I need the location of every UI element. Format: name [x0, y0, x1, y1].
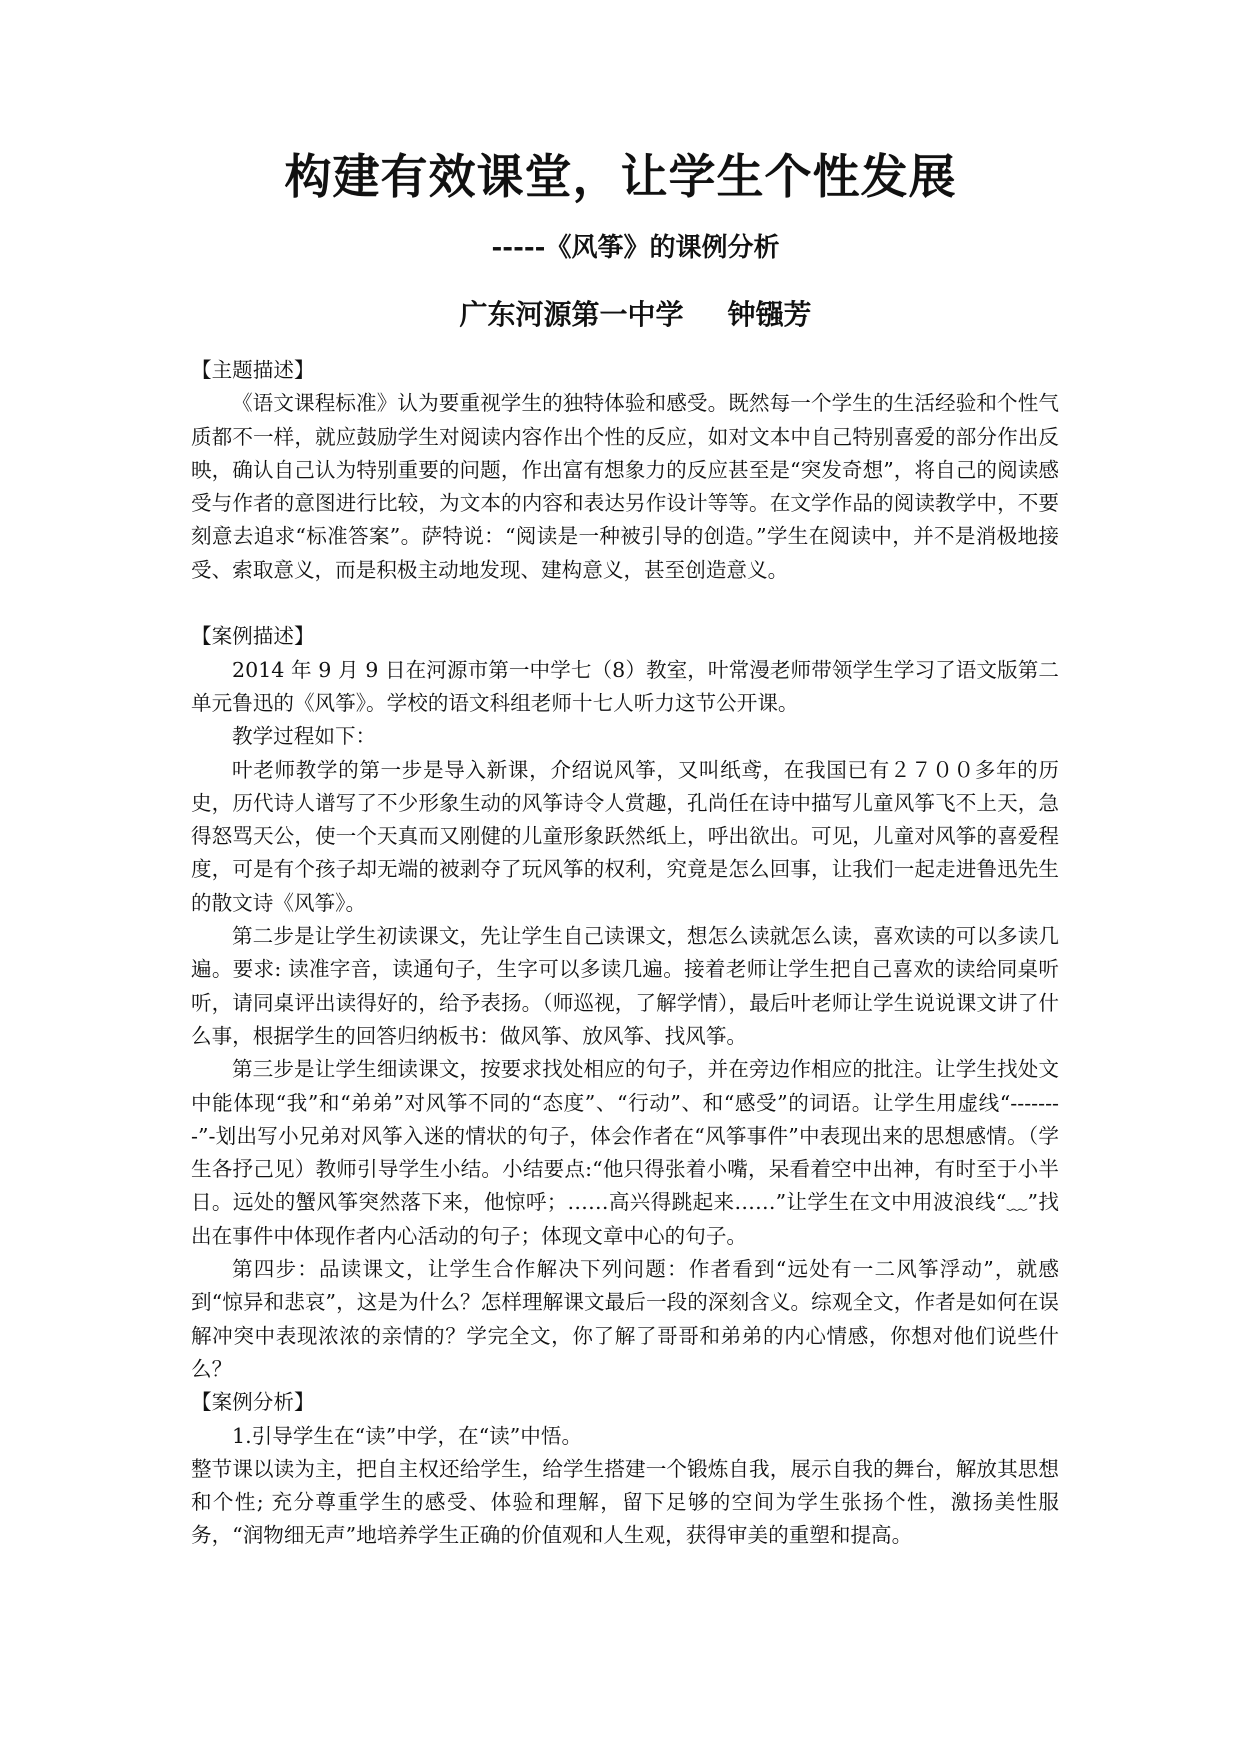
case-paragraph: 教学过程如下： — [232, 724, 377, 749]
section-heading-theme: 【主题描述】 — [191, 358, 315, 382]
author-school: 广东河源第一中学 — [459, 298, 684, 331]
author-line — [0, 295, 1241, 335]
page-title: 构建有效课堂，让学生个性发展 — [284, 150, 957, 205]
section-heading-analysis: 【案例分析】 — [191, 1390, 315, 1415]
section-spacer — [191, 587, 1059, 620]
analysis-paragraph: 整节课以读为主，把自主权还给学生，给学生搭建一个锻炼自我，展示自我的舞台，解放其思想和个性; 充分尊重学生的感受、体验和理解，留下足够的空间为学生张扬个性，激扬美性服务，“润物细无声”地培养学生正确的价值观和人生观，获得审美的重塑和提高。 — [191, 1456, 1059, 1548]
section-heading-case: 【案例描述】 — [191, 624, 315, 649]
case-paragraph: 2014 年 9 月 9 日在河源市第一中学七（8）教室，叶常漫老师带领学生学习了语文版第二单元鲁迅的《风筝》。学校的语文科组老师十七人听力这节公开课。 — [191, 657, 1059, 715]
article-body — [191, 354, 1059, 1553]
case-paragraph: 第三步是让学生细读课文，按要求找处相应的句子，并在旁边作相应的批注。让学生找处文中能体现“我”和“弟弟”对风筝不同的“态度”、“行动”、和“感受”的词语。让学生用虚线“--------”-划出写小兄弟对风筝入迷的情状的句子，体会作者在“风筝事件”中表现出来的思想感情。（学生各抒己见）教师引导学生小结。小结要点:“他只得张着小嘴，呆看着空中出神，有时至于小半日。远处的蟹风筝突然落下来，他惊呼；……高兴得跳起来……”让学生在文中用波浪线“﹏”找出在事件中体现作者内心活动的句子；体现文章中心的句子。 — [191, 1057, 1059, 1248]
case-paragraph: 叶老师教学的第一步是导入新课，介绍说风筝，又叫纸鸢，在我国已有２７００多年的历史，历代诗人谱写了不少形象生动的风筝诗令人赏趣，孔尚任在诗中描写儿童风筝飞不上天，急得怒骂天公，使一个天真而又刚健的儿童形象跃然纸上，呼出欲出。可见，儿童对风筝的喜爱程度，可是有个孩子却无端的被剥夺了玩风筝的权利，究竟是怎么回事，让我们一起走进鲁迅先生的散文诗《风筝》。 — [191, 757, 1059, 915]
analysis-point: 1.引导学生在“读”中学，在“读”中悟。 — [232, 1423, 583, 1448]
case-paragraph: 第二步是让学生初读课文，先让学生自己读课文，想怎么读就怎么读，喜欢读的可以多读几遍。要求: 读准字音，读通句子，生字可以多读几遍。接着老师让学生把自己喜欢的读给同桌听听，请同桌评出读得好的，给予表扬。（师巡视，了解学情），最后叶老师让学生说说课文讲了什么事，根据学生的回答归纳板书：做风筝、放风筝、找风筝。 — [191, 924, 1059, 1048]
page-subtitle: -----《风筝》的课例分析 — [491, 233, 780, 263]
theme-paragraph: 《语文课程标准》认为要重视学生的独特体验和感受。既然每一个学生的生活经验和个性气质都不一样，就应鼓励学生对阅读内容作出个性的反应，如对文本中自己特别喜爱的部分作出反映，确认自己认为特别重要的问题，作出富有想象力的反应甚至是“突发奇想”，将自己的阅读感受与作者的意图进行比较，为文本的内容和表达另作设计等等。在文学作品的阅读教学中，不要刻意去追求“标准答案”。萨特说：“阅读是一种被引导的创造。”学生在阅读中，并不是消极地接受、索取意义，而是积极主动地发现、建构意义，甚至创造意义。 — [191, 391, 1059, 582]
author-name: 钟镪芳 — [727, 298, 812, 331]
case-paragraph: 第四步：品读课文，让学生合作解决下列问题：作者看到“远处有一二风筝浮动”，就感到“惊异和悲哀”，这是为什么？怎样理解课文最后一段的深刻含义。综观全文，作者是如何在误解冲突中表现浓浓的亲情的？学完全文，你了解了哥哥和弟弟的内心情感，你想对他们说些什么？ — [191, 1257, 1059, 1381]
